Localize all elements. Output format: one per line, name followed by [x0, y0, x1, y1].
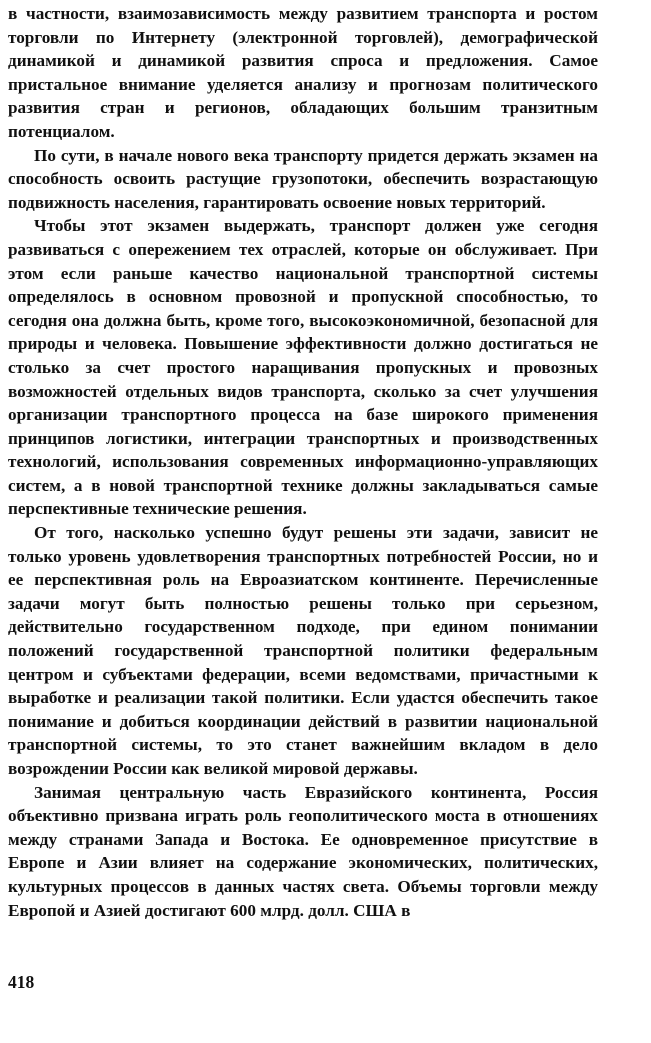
paragraph-4: От того, насколько успешно будут решены эти задачи, зависит не только уровень удовлетворения транспортных потребностей России, но и ее перспективная роль на Евроазиатском континенте. Перечисленные задачи могут быть полностью решены только при серьезном, действительно государственном подходе, при едином понимании положений государственной транспортной политики федеральным центром и субъектами федерации, всеми ведомствами, причастными к выработке и реализации такой политики. Если удастся обеспечить такое понимание и добиться координации действий в развитии национальной транспортной системы, то это станет важнейшим вкладом в дело возрождении России как великой мировой державы. [8, 523, 598, 778]
paragraph-5: Занимая центральную часть Евразийского континента, Россия объективно призвана играть роль геополитического моста в отношениях между странами Запада и Востока. Ее одновременное присутствие в Европе и Азии влияет на содержание экономических, политических, культурных процессов в данных частях света. Объемы торговли между Европой и Азией достигают 600 млрд. долл. США в [8, 782, 598, 920]
paragraph-3: Чтобы этот экзамен выдержать, транспорт должен уже сегодня развиваться с опережением тех отраслей, которые он обслуживает. При этом если раньше качество национальной транспортной системы определялось в основном провозной и пропускной способностью, то сегодня она должна быть, кроме того, высокоэкономичной, безопасной для природы и человека. Повышение эффективности должно достигаться не столько за счет простого наращивания пропускных и провозных возможностей отдельных видов транспорта, сколько за счет улучшения организации транспортного процесса на базе широкого применения принципов логистики, интеграции транспортных и производственных технологий, использования современных информационно-управляющих систем, а в новой транспортной технике должны закладываться самые перспективные технические решения. [8, 216, 598, 519]
paragraph-2: По сути, в начале нового века транспорту придется держать экзамен на способность освоить растущие грузопотоки, обеспечить возрастающую подвижность населения, гарантировать освоение новых территорий. [8, 145, 598, 212]
document-page [8, 2, 598, 922]
paragraph-1: в частности, взаимозависимость между развитием транспорта и ростом торговли по Интернету (электронной торговлей), демографической динамикой и динамикой развития спроса и предложения. Самое пристальное внимание уделяется анализу и прогнозам политического развития стран и регионов, обладающих большим транзитным потенциалом. [8, 4, 598, 141]
page-number: 418 [8, 972, 35, 992]
